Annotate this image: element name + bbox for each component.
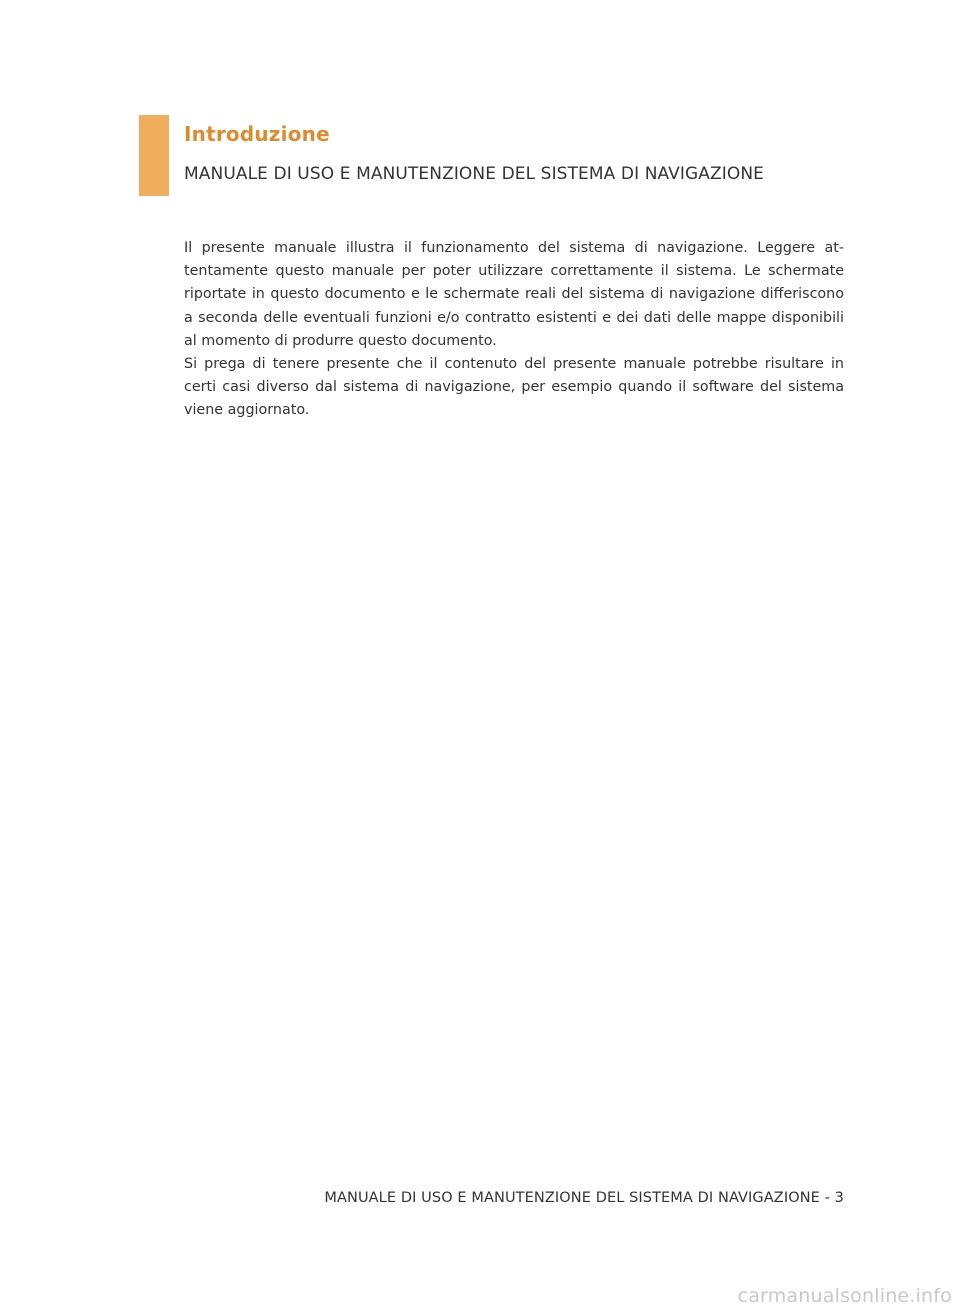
manual-subtitle: MANUALE DI USO E MANUTENZIONE DEL SISTEMA DI NAVIGAZIONE	[184, 164, 765, 184]
intro-paragraph-2: Si prega di tenere presente che il contenuto del presente manuale potrebbe risultare in certi casi diverso dal sistema di navigazione, per esempio quando il software del sistema viene aggiornato.	[184, 356, 844, 419]
intro-paragraph-1: Il presente manuale illustra il funzionamento del sistema di navigazione. Leggere attentamente questo manuale per poter utilizzare correttamente il sistema. Le schermate riportate in questo documento e le schermate reali del sistema di navigazione differiscono a seconda delle eventuali funzioni e/o contratto esistenti e dei dati delle mappe disponibili al momento di produrre questo documento.	[184, 240, 844, 349]
intro-body	[184, 237, 844, 423]
page-footer: MANUALE DI USO E MANUTENZIONE DEL SISTEMA DI NAVIGAZIONE - 3	[324, 1190, 844, 1206]
section-header	[184, 118, 864, 186]
section-accent-bar	[139, 115, 169, 196]
section-title: Introduzione	[184, 122, 330, 146]
site-watermark: carmanualsonline.info	[737, 1285, 952, 1307]
